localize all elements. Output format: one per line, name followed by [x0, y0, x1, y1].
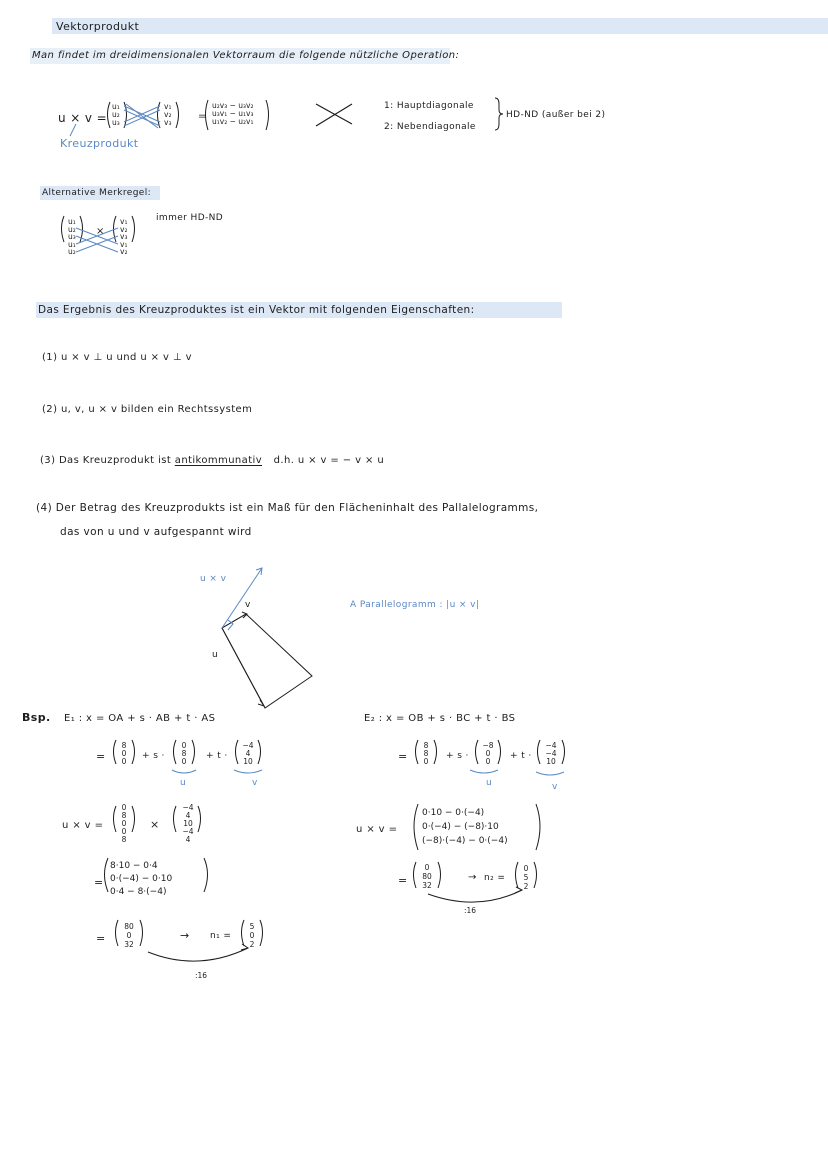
property-4-line1: (4) Der Betrag des Kreuzprodukts ist ein Maß für den Flächeninhalt des Pallalelogramms, [36, 502, 539, 514]
paren [438, 862, 441, 888]
paren [534, 862, 537, 888]
right-plus-s: + s · [446, 751, 469, 761]
definition-lhs: u × v = [58, 111, 108, 125]
paren [434, 740, 437, 764]
right-normal-vec: 0 5 2 [523, 864, 529, 891]
left-cross-lhs: u × v = [62, 820, 104, 831]
paren [132, 740, 135, 764]
svg-text:×: × [96, 226, 105, 237]
left-under-u: u [180, 778, 187, 788]
legend-hauptdiagonale: 1: Hauptdiagonale [384, 101, 474, 111]
right-vec-c: −4 −4 10 [545, 741, 557, 766]
paren [498, 740, 501, 764]
left-result: 80 0 32 [124, 922, 134, 949]
paren [192, 740, 195, 764]
right-result: 0 80 32 [422, 863, 432, 890]
paren [62, 216, 65, 242]
paren [236, 740, 239, 764]
figure-label-v: v [245, 600, 251, 610]
paren [105, 858, 109, 892]
left-normal-vec: 5 0 2 [249, 922, 255, 949]
paren [416, 740, 419, 764]
alternative-heading: Alternative Merkregel: [42, 188, 152, 198]
figure-label-u: u [212, 650, 219, 660]
property-2: (2) u, v, u × v bilden ein Rechtssystem [42, 404, 253, 415]
paren [516, 862, 519, 888]
left-cross-v: −4 4 10 −4 4 [182, 803, 194, 844]
right-arrow: → [468, 872, 477, 883]
left-result-eq: = [96, 932, 106, 945]
properties-intro: Das Ergebnis des Kreuzproduktes ist ein Vektor mit folgenden Eigenschaften: [38, 304, 475, 316]
definition-v-column: v₁ v₂ v₃ [164, 102, 172, 127]
right-plane-equation: E₂ : x = OB + s · BC + t · BS [364, 713, 516, 724]
vector-u-arrow [222, 628, 264, 706]
svg-text:=: = [198, 111, 207, 122]
paren [132, 216, 135, 242]
left-plus-s: + s · [142, 751, 165, 761]
left-under-v: v [252, 778, 258, 788]
underbrace-v [536, 772, 564, 775]
right-expand: 0·10 − 0·(−4) 0·(−4) − (−8)·10 (−8)·(−4) − 0·(−4) [422, 808, 508, 846]
left-times: × [150, 818, 160, 831]
paren [476, 740, 479, 764]
paren [132, 806, 135, 832]
paren [242, 920, 245, 946]
definition-u-column: u₁ u₂ u₃ [112, 102, 120, 127]
paren [198, 806, 201, 832]
caption-pointer [70, 124, 76, 136]
right-vec-b: −8 0 0 [482, 741, 494, 766]
right-under-u: u [486, 778, 493, 788]
kreuzprodukt-caption: Kreuzprodukt [60, 137, 139, 150]
paren [204, 858, 208, 892]
left-cross-u: 0 8 0 0 8 [121, 803, 127, 844]
right-normal-label: n₂ = [484, 873, 506, 883]
right-eq-sign: = [398, 750, 408, 763]
left-eq-sign: = [96, 750, 106, 763]
left-plus-t: + t · [206, 751, 228, 761]
paren [414, 804, 418, 850]
alternative-u-column: u₁ u₂ u₃ u₁ u₂ [68, 217, 76, 256]
paren [266, 100, 269, 130]
property-4-line2: das von u und v aufgespannt wird [60, 526, 252, 538]
intro-text: Man findet im dreidimensionalen Vektorraum die folgende nützliche Operation: [32, 50, 460, 61]
alternative-note: immer HD-ND [156, 213, 224, 223]
vector-uxv-arrow [222, 568, 262, 628]
legend-brace [495, 98, 503, 130]
left-vec-c: −4 4 10 [242, 741, 254, 766]
paren [536, 804, 540, 850]
underbrace-v [234, 770, 262, 773]
paren [108, 102, 111, 128]
paren [260, 920, 263, 946]
division-arrow-right [428, 890, 522, 902]
property-3-end: d.h. u × v = − v × u [273, 455, 385, 466]
left-normal-label: n₁ = [210, 931, 232, 941]
paren [114, 806, 117, 832]
right-result-eq: = [398, 874, 408, 887]
left-factor: :16 [195, 971, 208, 980]
left-arrow: → [180, 929, 190, 942]
paren [174, 740, 177, 764]
paren [562, 740, 565, 764]
definition-result-column: u₂v₃ − u₃v₂ u₃v₁ − u₁v₃ u₁v₂ − u₂v₁ [212, 101, 254, 126]
division-arrow-left [148, 948, 248, 961]
left-vec-a: 8 0 0 [121, 741, 127, 766]
diagonal-cross-symbol [316, 104, 352, 126]
page-title: Vektorprodukt [56, 20, 140, 33]
left-expand: 8·10 − 0·4 0·(−4) − 0·10 0·4 − 8·(−4) [110, 861, 173, 897]
paren [140, 920, 143, 946]
figure-area-label: A Parallelogramm : |u × v| [350, 600, 480, 610]
property-1: (1) u × v ⊥ u und u × v ⊥ v [42, 352, 192, 363]
underbrace-u [172, 770, 196, 773]
paren [174, 806, 177, 832]
parallelogram-figure [222, 568, 312, 708]
left-vec-b: 0 8 0 [181, 741, 187, 766]
paren [258, 740, 261, 764]
right-cross-lhs: u × v = [356, 824, 398, 835]
property-3-start: (3) Das Kreuzprodukt ist [40, 455, 172, 466]
right-vec-a: 8 8 0 [423, 741, 429, 766]
paren [114, 740, 117, 764]
paren [414, 862, 417, 888]
paren [176, 102, 179, 128]
left-expand-eq: = [94, 876, 104, 889]
underbrace-u [470, 770, 498, 773]
left-plane-equation: E₁ : x = OA + s · AB + t · AS [64, 713, 216, 724]
alternative-v-column: v₁ v₂ v₃ v₁ v₂ [120, 217, 128, 256]
example-label: Bsp. [22, 711, 51, 724]
right-under-v: v [552, 782, 558, 792]
legend-nebendiagonale: 2: Nebendiagonale [384, 122, 476, 132]
paren [116, 920, 119, 946]
paren [538, 740, 541, 764]
right-factor: :16 [464, 906, 477, 915]
legend-note: HD-ND (außer bei 2) [506, 110, 606, 120]
figure-label-uxv: u × v [200, 574, 227, 584]
definition-cross-lines [124, 104, 160, 128]
property-3-antikommunativ: antikommunativ [174, 455, 263, 466]
right-plus-t: + t · [510, 751, 532, 761]
